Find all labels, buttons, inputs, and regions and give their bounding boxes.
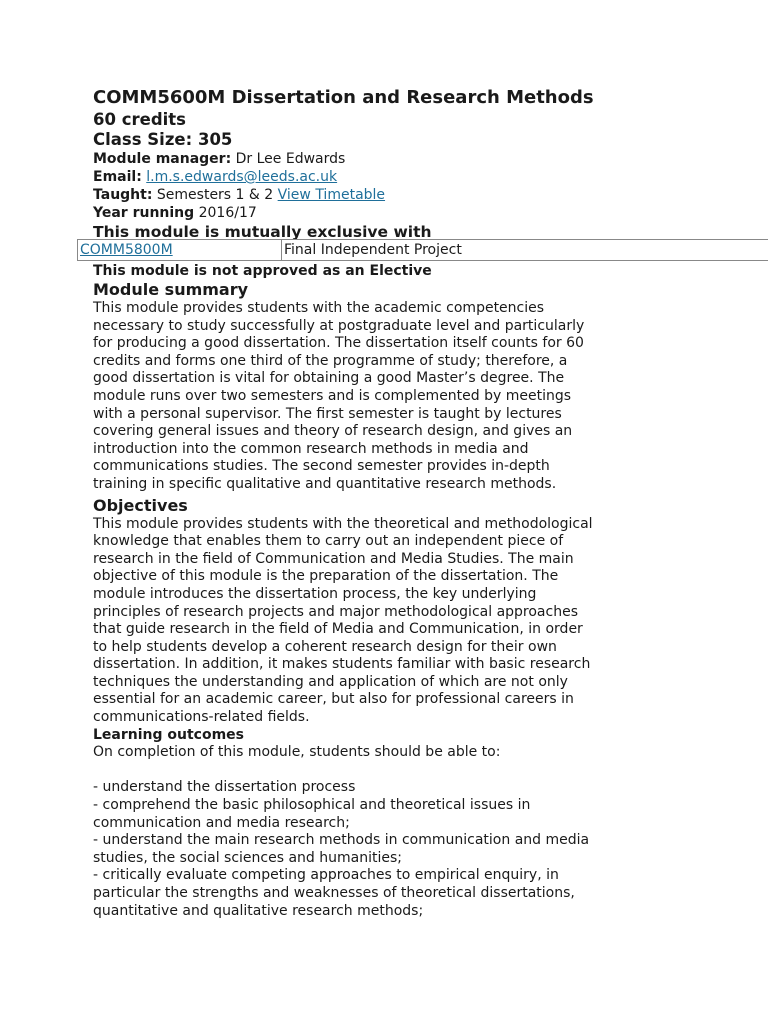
module-credits: 60 credits: [93, 110, 186, 129]
email-field: [93, 168, 763, 186]
blank-line: [93, 762, 763, 780]
learning-outcomes-intro: On completion of this module, students should be able to:: [93, 744, 501, 761]
elective-note: This module is not approved as an Elective: [93, 263, 432, 279]
view-timetable-link[interactable]: View Timetable: [277, 187, 386, 203]
module-title: COMM5600M Dissertation and Research Methods: [93, 87, 594, 108]
email-label: Email:: [93, 169, 142, 185]
email-link[interactable]: l.m.s.edwards@leeds.ac.uk: [146, 169, 338, 185]
module-manager-value: Dr Lee Edwards: [231, 151, 346, 167]
learning-outcome-item: - understand the main research methods in communication and media studies, the social sciences and humanities;: [93, 832, 590, 866]
mutually-exclusive-heading: This module is mutually exclusive with: [93, 223, 432, 241]
year-running-value: 2016/17: [194, 205, 257, 221]
module-summary-text: This module provides students with the academic competencies necessary to study successfully at postgraduate level and particularly for producing a good dissertation. The dissertation itself counts for 60 credits and forms one third of the programme of study; therefore, a good dissertation is vital for obtaining a good Master’s degree. The module runs over two semesters and is complemented by meetings with a personal supervisor. The first semester is taught by lectures covering general issues and theory of research design, and gives an introduction into the common research methods in media and communications studies. The second semester provides in-depth training in specific qualitative and quantitative research methods.: [93, 300, 585, 492]
objectives-text: This module provides students with the theoretical and methodological knowledge that enables them to carry out an independent piece of research in the field of Communication and Media Studies. The main objective of this module is the preparation of the dissertation. The module introduces the dissertation process, the key underlying principles of research projects and major methodological approaches that guide research in the field of Media and Communication, in order to help students develop a coherent research design for their own dissertation. In addition, it makes students familiar with basic research techniques the understanding and application of which are not only essential for an academic career, but also for professional careers in communications-related fields.: [93, 515, 593, 726]
year-running-label: Year running: [93, 205, 195, 221]
mutually-exclusive-table: [77, 239, 768, 261]
exclusive-module-code-cell: [78, 240, 282, 260]
taught-label: Taught:: [93, 187, 153, 203]
learning-outcomes-heading: Learning outcomes: [93, 726, 245, 743]
taught-field: [93, 186, 763, 204]
learning-outcome-item: - comprehend the basic philosophical and theoretical issues in communication and media research;: [93, 797, 531, 831]
exclusive-module-name: Final Independent Project: [284, 242, 462, 258]
class-size: Class Size: 305: [93, 130, 233, 149]
learning-outcome-item: - understand the dissertation process: [93, 779, 356, 796]
module-manager-label: Module manager:: [93, 151, 232, 167]
learning-outcome-item: - critically evaluate competing approaches to empirical enquiry, in particular the strengths and weaknesses of theoretical dissertations, quantitative and qualitative research methods;: [93, 867, 575, 919]
exclusive-module-code-link[interactable]: COMM5800M: [80, 242, 173, 258]
module-summary-heading: Module summary: [93, 280, 249, 299]
taught-value: Semesters 1 & 2: [152, 187, 278, 203]
module-manager-field: [93, 150, 763, 168]
module-body: [93, 262, 763, 920]
module-header: [93, 86, 763, 242]
year-running-field: [93, 204, 763, 222]
objectives-heading: Objectives: [93, 495, 188, 515]
